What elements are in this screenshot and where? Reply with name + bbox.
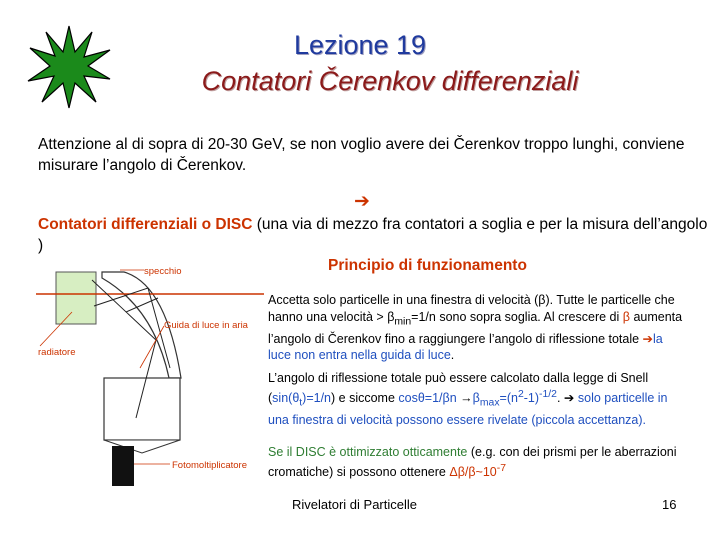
intro-text: Attenzione al di sopra di 20-30 GeV, se non voglio avere dei Čerenkov troppo lunghi, conviene misurare l’angolo di Čerenkov.: [38, 136, 685, 174]
photomultiplier: [112, 446, 134, 486]
slide-title: Lezione 19: [293, 30, 427, 60]
label-radiatore: radiatore: [38, 347, 76, 358]
disc-rest: (una via di mezzo fra contatori a soglia e per la misura dell’angolo ): [38, 216, 708, 254]
radiator-block: [56, 272, 96, 324]
paragraph-acceptance: Accetta solo particelle in una finestra di velocità (β). Tutte le particelle che hanno una velocità > $\beta_{min}=1/n$ sono sopra soglia. Al crescere di β aumenta l’angolo di Čerenkov fino a raggiungere l’angolo di riflessione totale ➔la luce non entra nella guida di luce.: [268, 293, 683, 362]
disc-text: [38, 214, 710, 256]
right-arrow-icon: ➔: [563, 390, 575, 405]
disc-highlight: Contatori differenziali o DISC: [38, 216, 253, 233]
slide-subtitle: Contatori Čerenkov differenziali: [201, 66, 579, 96]
light-guide: [104, 378, 180, 440]
label-fotomoltiplicatore: Fotomoltiplicatore: [172, 460, 247, 471]
paragraph-snell: L’angolo di riflessione totale può essere calcolato dalla legge di Snell $(\sin(\theta_t)=1/n)$ e siccome $\cos\theta=1/\beta n \to\beta_{max}=(n^2-1)^{-1/2}$. ➔ solo particelle in una finestra di velocità possono essere rivelate (piccola accettanza).: [268, 371, 668, 427]
principio-heading: Principio di funzionamento: [328, 257, 527, 274]
page-number: 16: [662, 497, 677, 512]
paragraph-optimization: Se il DISC è ottimizzato otticamente (e.g. con dei prismi per le aberrazioni cromatiche) si possono ottenere $\Delta\beta/\beta\sim 10^{-7}$: [268, 445, 677, 479]
label-specchio: specchio: [144, 266, 182, 277]
footer-text: Rivelatori di Particelle: [292, 497, 417, 512]
right-arrow-icon: ➔: [354, 191, 370, 212]
disc-diagram: [36, 268, 266, 490]
right-arrow-icon: →: [460, 390, 473, 405]
label-guida: Guida di luce in aria: [164, 320, 248, 331]
right-arrow-icon: ➔: [642, 331, 654, 346]
